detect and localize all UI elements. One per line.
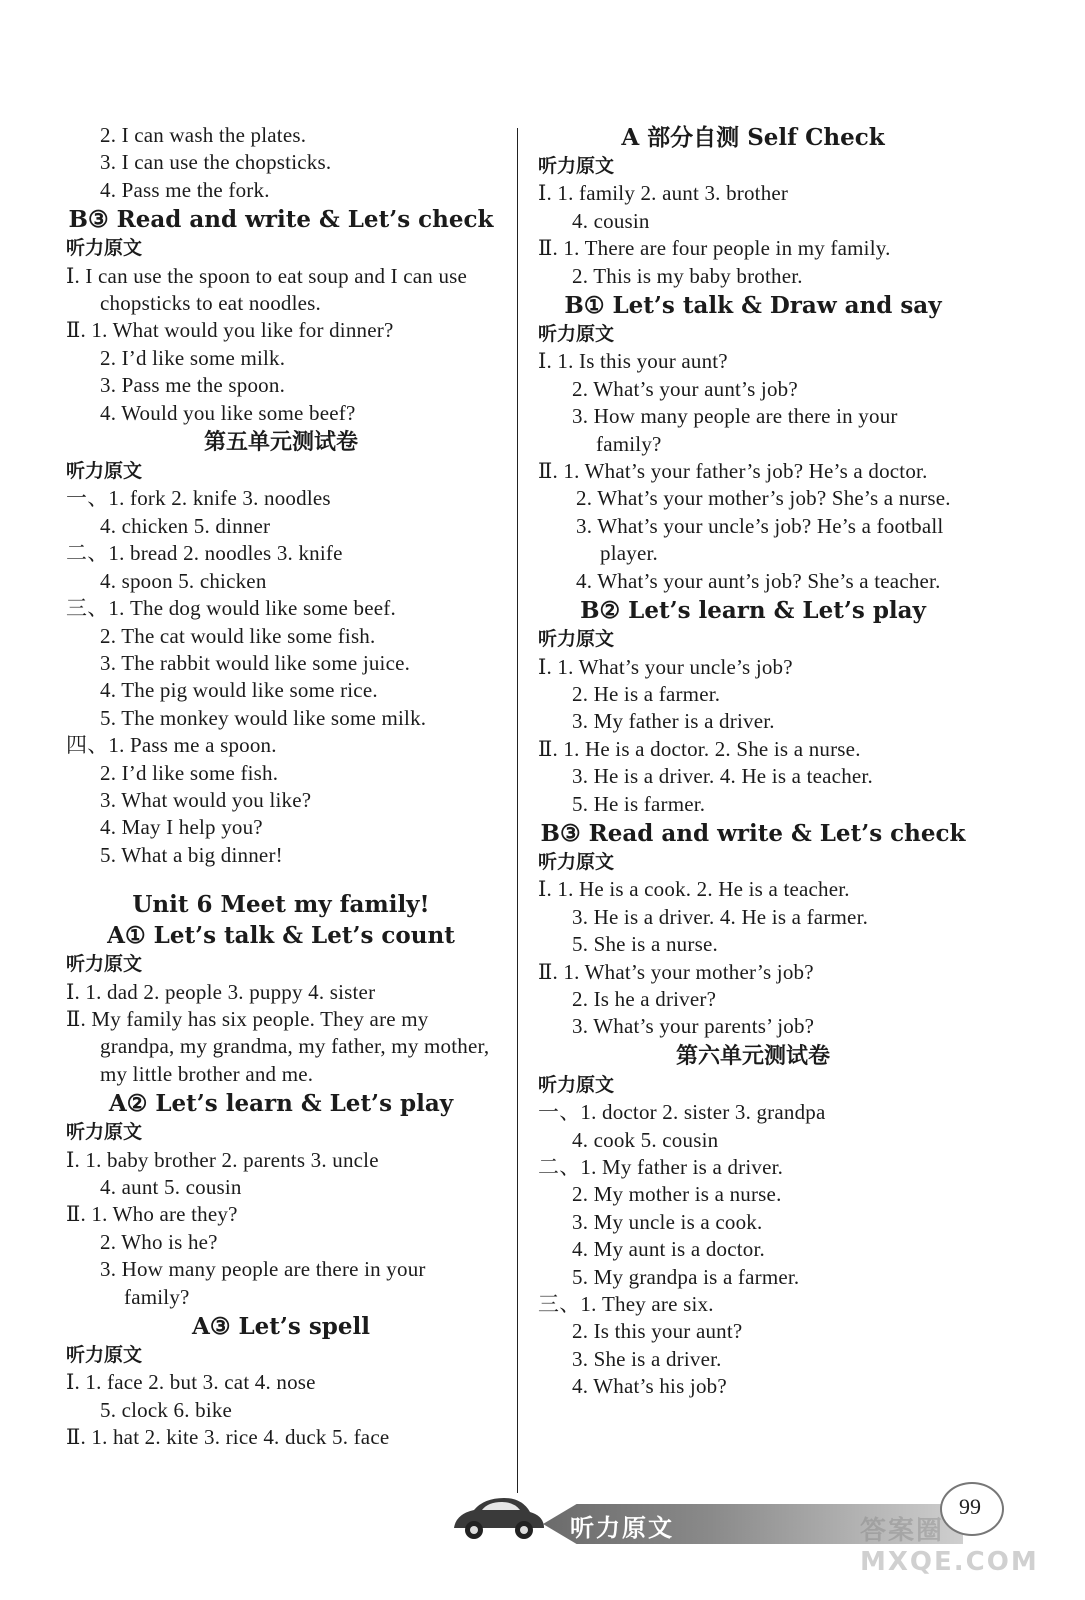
text-line: 5. She is a nurse. xyxy=(572,932,718,957)
text-line: 2. I can wash the plates. xyxy=(100,123,307,147)
text-line: 3. He is a driver. 4. He is a teacher. xyxy=(572,764,873,789)
text-line: 3. My uncle is a cook. xyxy=(572,1209,763,1234)
text-line: 4. Would you like some beef? xyxy=(100,400,356,425)
text-line: Ⅱ. 1. hat 2. kite 3. rice 4. duck 5. face xyxy=(66,1425,390,1450)
text-line: 5. The monkey would like some milk. xyxy=(100,705,427,730)
text-line: 3. What’s your parents’ job? xyxy=(572,1014,815,1039)
section-subtitle: 听力原文 xyxy=(66,237,143,260)
text-line: Ⅱ. 1. He is a doctor. 2. She is a nurse. xyxy=(538,736,861,761)
text-line: Ⅱ. 1. What would you like for dinner? xyxy=(66,318,394,343)
text-line: 5. What a big dinner! xyxy=(100,842,283,867)
section-heading: 第六单元测试卷 xyxy=(675,1043,830,1069)
text-line: 5. He is farmer. xyxy=(572,791,706,816)
text-line: Ⅰ. 1. face 2. but 3. cat 4. nose xyxy=(66,1370,316,1395)
text-line: 3. He is a driver. 4. He is a farmer. xyxy=(572,904,869,929)
footer-label: 听力原文 xyxy=(570,1514,674,1542)
section-subtitle: 听力原文 xyxy=(538,323,615,346)
text-line: 5. clock 6. bike xyxy=(100,1397,233,1422)
text-line: 2. What’s your mother’s job? She’s a nurse. xyxy=(576,486,951,511)
text-line: 2. I’d like some milk. xyxy=(100,345,286,370)
section-subtitle: 听力原文 xyxy=(538,850,615,873)
text-line: Ⅱ. 1. What’s your mother’s job? xyxy=(538,959,814,984)
section-heading: B② Let’s learn & Let’s play xyxy=(580,597,926,625)
section-subtitle: 听力原文 xyxy=(538,155,615,177)
section-heading: B③ Read and write & Let’s check xyxy=(540,819,966,847)
text-line: Ⅱ. 1. What’s your father’s job? He’s a doctor. xyxy=(538,459,928,484)
watermark: 答案圈 MXQE.COM xyxy=(860,1516,1039,1577)
text-line: 4. My aunt is a doctor. xyxy=(572,1237,765,1262)
text-line: 二、1. My father is a driver. xyxy=(538,1155,784,1179)
text-line: 2. I’d like some fish. xyxy=(100,760,279,785)
section-heading: 第五单元测试卷 xyxy=(203,430,358,456)
section-heading: B① Let’s talk & Draw and say xyxy=(564,292,942,320)
text-line: 3. The rabbit would like some juice. xyxy=(100,650,411,675)
unit-title: Unit 6 Meet my family! xyxy=(132,891,430,919)
text-line: 2. He is a farmer. xyxy=(572,681,721,706)
section-heading: B③ Read and write & Let’s check xyxy=(68,206,494,234)
text-line: 3. How many people are there in your family? xyxy=(572,404,898,456)
text-line: 一、1. doctor 2. sister 3. grandpa xyxy=(538,1100,826,1125)
text-line: Ⅰ. 1. Is this your aunt? xyxy=(538,349,728,374)
text-line: 4. What’s your aunt’s job? She’s a teacher. xyxy=(576,568,941,593)
text-line: 二、1. bread 2. noodles 3. knife xyxy=(66,541,343,566)
text-line: 3. She is a driver. xyxy=(572,1346,722,1371)
text-line: 2. The cat would like some fish. xyxy=(100,623,376,648)
text-line: 4. aunt 5. cousin xyxy=(100,1175,242,1199)
text-line: 5. My grandpa is a farmer. xyxy=(572,1264,800,1289)
text-line: 3. How many people are there in your family? xyxy=(100,1257,426,1309)
text-line: 3. Pass me the spoon. xyxy=(100,373,286,398)
car-icon xyxy=(448,1490,548,1546)
text-line: 三、1. The dog would like some beef. xyxy=(66,596,396,621)
left-column xyxy=(66,122,496,1452)
text-line: 2. Is this your aunt? xyxy=(572,1319,743,1344)
column-divider xyxy=(517,128,518,1493)
section-subtitle: 听力原文 xyxy=(66,460,143,483)
text-line: Ⅰ. 1. family 2. aunt 3. brother xyxy=(538,181,789,206)
text-line: 3. I can use the chopsticks. xyxy=(100,150,332,175)
text-line: Ⅱ. 1. There are four people in my family. xyxy=(538,236,891,261)
section-subtitle: 听力原文 xyxy=(66,1344,143,1367)
text-line: 4. cousin xyxy=(572,208,650,233)
text-line: 三、1. They are six. xyxy=(538,1292,714,1317)
section-subtitle: 听力原文 xyxy=(66,1121,143,1144)
page-number: 99 xyxy=(959,1494,981,1519)
text-line: 3. What’s your uncle’s job? He’s a football player. xyxy=(576,513,944,566)
text-line: Ⅰ. 1. He is a cook. 2. He is a teacher. xyxy=(538,877,850,902)
text-line: 2. My mother is a nurse. xyxy=(572,1182,782,1207)
text-line: 4. May I help you? xyxy=(100,815,263,840)
text-line: 4. spoon 5. chicken xyxy=(100,568,267,593)
section-heading: A③ Let’s spell xyxy=(191,1313,370,1341)
text-line: 4. chicken 5. dinner xyxy=(100,513,271,538)
text-line: Ⅰ. 1. baby brother 2. parents 3. uncle xyxy=(66,1147,379,1172)
text-line: 4. What’s his job? xyxy=(572,1374,727,1399)
text-line: Ⅱ. My family has six people. They are my grandpa, my grandma, my father, my mother, my little brother and me. xyxy=(66,1006,490,1086)
section-subtitle: 听力原文 xyxy=(66,953,143,976)
text-line: 一、1. fork 2. knife 3. noodles xyxy=(66,486,331,511)
text-line: 四、1. Pass me a spoon. xyxy=(66,733,277,758)
section-heading: A 部分自测 Self Check xyxy=(621,124,885,151)
text-line: Ⅰ. I can use the spoon to eat soup and I can use chopsticks to eat noodles. xyxy=(66,263,468,316)
text-line: Ⅰ. 1. What’s your uncle’s job? xyxy=(538,654,793,679)
section-subtitle: 听力原文 xyxy=(538,1073,615,1096)
text-line: 3. My father is a driver. xyxy=(572,709,775,734)
text-line: 4. Pass me the fork. xyxy=(100,177,270,202)
text-line: Ⅱ. 1. Who are they? xyxy=(66,1202,238,1227)
text-line: 4. The pig would like some rice. xyxy=(100,678,378,703)
text-line: 2. Is he a driver? xyxy=(572,986,717,1011)
section-heading: A② Let’s learn & Let’s play xyxy=(108,1090,454,1118)
text-line: 4. cook 5. cousin xyxy=(572,1127,719,1152)
right-column xyxy=(538,122,968,1401)
text-line: 3. What would you like? xyxy=(100,787,312,812)
text-line: Ⅰ. 1. dad 2. people 3. puppy 4. sister xyxy=(66,979,376,1004)
text-line: 2. What’s your aunt’s job? xyxy=(572,376,798,401)
section-subtitle: 听力原文 xyxy=(538,628,615,651)
text-line: 2. This is my baby brother. xyxy=(572,263,803,288)
text-line: 2. Who is he? xyxy=(100,1229,218,1254)
section-heading: A① Let’s talk & Let’s count xyxy=(107,922,455,950)
